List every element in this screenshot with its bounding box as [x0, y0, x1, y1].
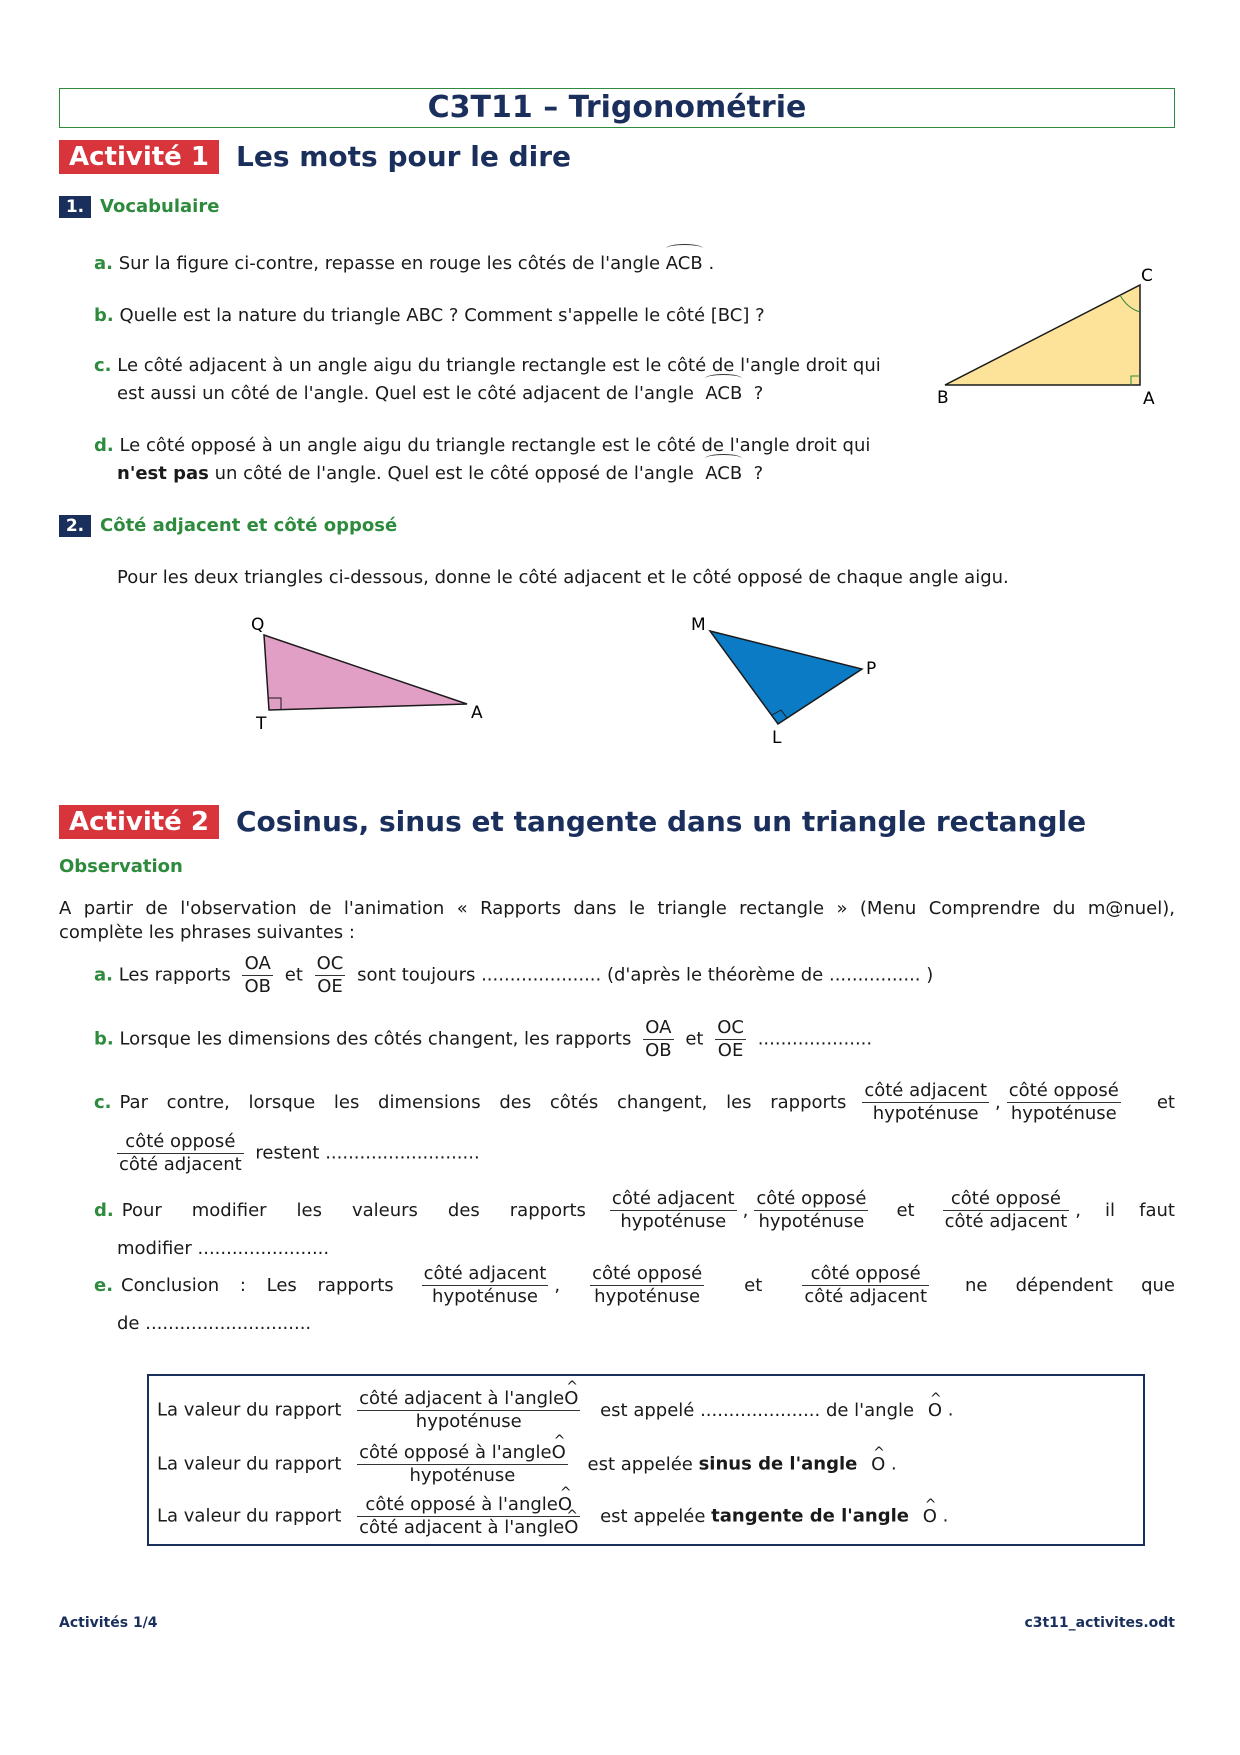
fraction-denominator: hypoténuse [409, 1465, 516, 1486]
angle-o: ^ O [871, 1453, 885, 1477]
activity2-title: Cosinus, sinus et tangente dans un triangle rectangle [236, 805, 1087, 838]
row-post-bold: sinus de l'angle [698, 1453, 858, 1475]
fraction-denominator: hypoténuse [594, 1286, 701, 1307]
numerator-text: côté opposé à l'angle [365, 1494, 558, 1515]
fraction-opp-adj [802, 1263, 929, 1308]
fraction-numerator: côté opposé [1008, 1080, 1119, 1101]
intro-line1: A partir de l'observation de l'animation « Rapports dans le triangle rectangle » (Menu Comprendre du m@nuel), [59, 898, 1175, 919]
question-line2: modifier ....................... [117, 1238, 330, 1259]
question-2a [94, 953, 933, 998]
fraction-adj-hyp [422, 1263, 549, 1308]
question-and: et [685, 1028, 704, 1050]
question-label: b. [94, 305, 114, 326]
comma: , [995, 1091, 1001, 1113]
question-bold: n'est pas [117, 463, 209, 484]
section2-title: Côté adjacent et côté opposé [100, 515, 398, 536]
vertex-label-p: P [866, 659, 877, 679]
instruction-text: Pour les deux triangles ci-dessous, donne le côté adjacent et le côté opposé de chaque angle aigu. [117, 567, 1009, 588]
question-end: . [708, 253, 715, 274]
question-line2: de ............................. [117, 1313, 312, 1334]
comma: , [554, 1274, 561, 1296]
vertex-label-l: L [772, 728, 782, 748]
question-label: c. [94, 1091, 112, 1113]
fraction-denominator: OE [717, 1040, 744, 1061]
observation-heading: Observation [59, 856, 183, 877]
vertex-label-a: A [471, 703, 483, 723]
angle-o: ^ O [923, 1505, 937, 1529]
fraction-numerator: côté opposé [756, 1188, 867, 1209]
fraction-opp-hyp [357, 1442, 568, 1487]
row-end: . [890, 1453, 897, 1475]
angle-acb: ACB [705, 460, 742, 488]
question-text-line2: un côté de l'angle. Quel est le côté opposé de l'angle [214, 463, 694, 484]
triangle-mpl [710, 631, 862, 724]
vertex-label-a: A [1143, 389, 1155, 409]
fraction-opp-adj [117, 1131, 244, 1176]
fraction-oa-ob [643, 1017, 674, 1062]
question-2c [94, 1080, 1175, 1176]
fraction-denominator: hypoténuse [1010, 1103, 1117, 1124]
question-1a [94, 250, 714, 278]
fraction-denominator: côté adjacent [119, 1154, 242, 1175]
fraction-denominator: côté adjacent [944, 1211, 1068, 1232]
question-label: a. [94, 964, 113, 986]
question-pre: Conclusion : Les rapports [121, 1274, 394, 1296]
intro-line2: complète les phrases suivantes : [59, 922, 355, 943]
activity1-title: Les mots pour le dire [236, 140, 572, 173]
fraction-numerator: côté adjacent [611, 1188, 735, 1209]
vertex-label-t: T [256, 714, 267, 734]
vertex-label-c: C [1141, 266, 1153, 286]
row-post-bold: tangente de l'angle [711, 1505, 909, 1527]
triangle-abc-figure [935, 262, 1175, 412]
fraction-numerator: côté opposé [943, 1188, 1070, 1211]
denominator-text: côté adjacent à l'angle [359, 1517, 565, 1538]
fraction-numerator: OC [717, 1017, 744, 1038]
question-text-line1: Le côté adjacent à un angle aigu du triangle rectangle est le côté de l'angle droit qui [117, 355, 881, 376]
row-post: est appelée [600, 1505, 706, 1527]
fraction-numerator [357, 1494, 580, 1517]
fraction-opp-adj [357, 1494, 580, 1539]
question-text: Sur la figure ci-contre, repasse en rouge les côtés de l'angle [118, 253, 661, 274]
question-1b [94, 302, 765, 330]
question-end: ? [753, 463, 764, 484]
question-post: .................... [757, 1028, 873, 1050]
fraction-denominator: hypoténuse [432, 1286, 538, 1307]
question-label: d. [94, 1199, 114, 1221]
conclusion-row-sinus [157, 1442, 897, 1487]
footer-page-info: Activités 1/4 [59, 1615, 158, 1631]
conclusion-row-cosinus [157, 1388, 953, 1433]
question-pre: Lorsque les dimensions des côtés changent, les rapports [119, 1028, 632, 1050]
row-post: est appelée [587, 1453, 693, 1475]
fraction-numerator: OA [242, 953, 273, 976]
question-end: ? [753, 383, 764, 404]
fraction-numerator: OA [643, 1017, 674, 1040]
fraction-numerator: OC [316, 953, 344, 974]
angle-o: ^ O [552, 1442, 566, 1464]
fraction-oa-ob [242, 953, 273, 998]
question-2e [94, 1263, 1175, 1338]
row-pre: La valeur du rapport [157, 1453, 342, 1475]
question-label: e. [94, 1274, 114, 1296]
numerator-text: côté opposé à l'angle [359, 1442, 552, 1463]
comma: , [1075, 1199, 1081, 1221]
fraction-numerator [357, 1388, 580, 1411]
angle-o: ^ O [564, 1388, 578, 1410]
question-2b [94, 1017, 872, 1062]
question-1d [94, 432, 914, 488]
question-text-line2: est aussi un côté de l'angle. Quel est le côté adjacent de l'angle [117, 383, 694, 404]
row-pre: La valeur du rapport [157, 1399, 342, 1421]
triangle-abc [945, 285, 1140, 385]
question-label: c. [94, 355, 112, 376]
fraction-numerator [357, 1442, 568, 1465]
fraction-adj-hyp [610, 1188, 737, 1233]
vertex-label-m: M [691, 615, 706, 635]
angle-o: ^ O [564, 1517, 578, 1539]
section2-number: 2. [59, 515, 91, 537]
fraction-opp-adj [943, 1188, 1070, 1233]
fraction-numerator: côté opposé [117, 1131, 244, 1154]
fraction-denominator: côté adjacent [804, 1286, 927, 1307]
fraction-opp-hyp [754, 1188, 868, 1233]
angle-o: ^ O [928, 1399, 942, 1423]
fraction-opp-hyp [590, 1263, 704, 1308]
question-and: et [896, 1199, 915, 1221]
row-post: est appelé ..................... de l'angle [600, 1399, 915, 1421]
fraction-denominator: OE [317, 976, 343, 997]
question-tail: il faut [1105, 1199, 1175, 1221]
question-pre: Par contre, lorsque les dimensions des côtés changent, les rapports [119, 1091, 847, 1113]
question-pre: Les rapports [118, 964, 231, 986]
conclusion-box [147, 1374, 1145, 1546]
angle-acb: ACB [666, 250, 703, 278]
question-1c [94, 352, 914, 408]
numerator-text: côté adjacent à l'angle [359, 1388, 565, 1409]
question-2d [94, 1188, 1175, 1263]
vertex-label-b: B [937, 388, 949, 408]
row-end: . [947, 1399, 954, 1421]
conclusion-row-tangente [157, 1494, 948, 1539]
activity2-tag: Activité 2 [59, 805, 219, 839]
fraction-oc-oe [715, 1017, 746, 1062]
angle-o: ^ O [558, 1494, 572, 1516]
fraction-oc-oe [315, 953, 346, 998]
question-text-line1: Le côté opposé à un angle aigu du triangle rectangle est le côté de l'angle droit qui [119, 435, 871, 456]
question-text: Quelle est la nature du triangle ABC ? Comment s'appelle le côté [BC] ? [119, 305, 765, 326]
question-label: a. [94, 253, 113, 274]
fraction-adj-hyp [862, 1080, 989, 1125]
question-post: sont toujours ..................... (d'après le théorème de ................ ) [357, 964, 934, 986]
page-title: C3T11 – Trigonométrie [59, 88, 1175, 128]
section1-title: Vocabulaire [100, 196, 220, 217]
question-and: et [744, 1274, 763, 1296]
angle-acb: ACB [705, 380, 742, 408]
fraction-denominator: OB [645, 1040, 672, 1061]
fraction-denominator: hypoténuse [620, 1211, 727, 1232]
vertex-label-q: Q [251, 615, 265, 635]
question-and: et [284, 964, 303, 986]
fraction-opp-hyp [1007, 1080, 1121, 1125]
question-and: et [1156, 1091, 1175, 1113]
fraction-denominator: hypoténuse [872, 1103, 979, 1124]
fraction-denominator: OB [244, 976, 272, 997]
section1-number: 1. [59, 196, 91, 218]
question-label: d. [94, 435, 114, 456]
triangle-qta [264, 635, 467, 710]
fraction-adj-hyp [357, 1388, 580, 1433]
fraction-numerator: côté adjacent [423, 1263, 547, 1284]
fraction-numerator: côté opposé [802, 1263, 929, 1286]
activity1-tag: Activité 1 [59, 140, 219, 174]
comma: , [742, 1199, 749, 1221]
fraction-denominator [357, 1517, 580, 1539]
question-pre: Pour modifier les valeurs des rapports [121, 1199, 586, 1221]
fraction-denominator: hypoténuse [758, 1211, 865, 1232]
intro-paragraph [59, 897, 1175, 945]
triangle-qta-figure [245, 612, 505, 742]
question-label: b. [94, 1028, 114, 1050]
fraction-numerator: côté adjacent [864, 1080, 988, 1101]
question-post: restent ........................... [255, 1142, 480, 1164]
triangle-mpl-figure [688, 612, 888, 752]
fraction-denominator: hypoténuse [415, 1411, 522, 1432]
row-end: . [942, 1505, 949, 1527]
fraction-numerator: côté opposé [592, 1263, 703, 1284]
footer-filename: c3t11_activites.odt [1024, 1615, 1175, 1631]
question-tail: ne dépendent que [965, 1274, 1175, 1296]
row-pre: La valeur du rapport [157, 1505, 342, 1527]
